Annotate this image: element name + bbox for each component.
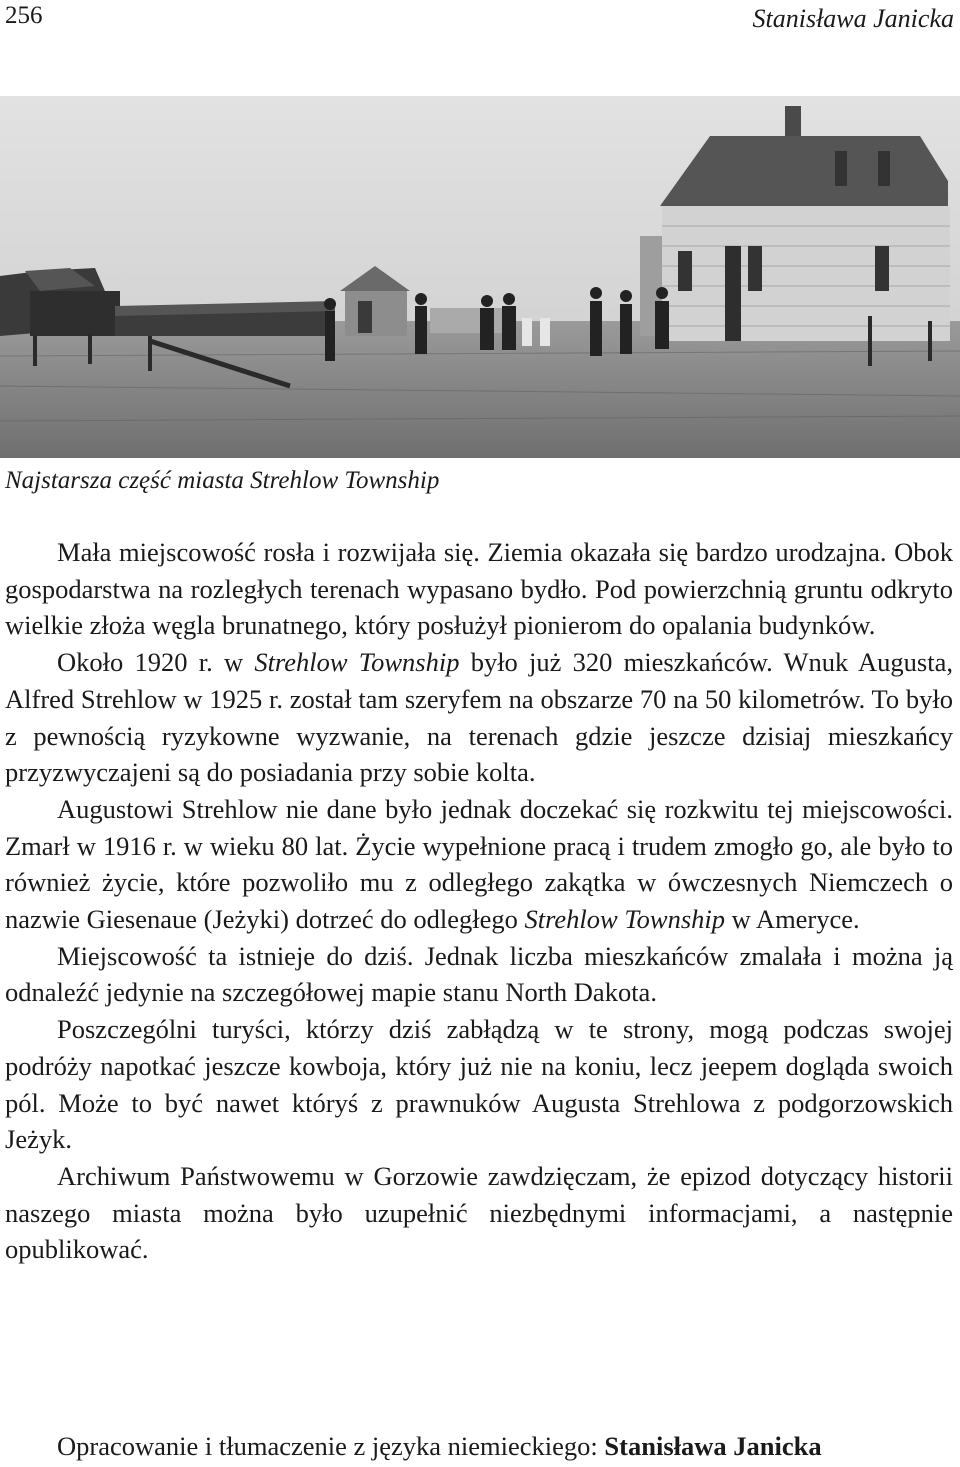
paragraph-1: Mała miejscowość rosła i rozwijała się. Ziemia okazała się bardzo urodzajna. Obok gospodarstwa na rozległych terenach wypasano bydło. Pod powierzchnią gruntu odkryto wielkie złoża węgla brunatnego, który posłużył pionierom do opalania budynków. — [5, 537, 953, 641]
credit-author: Stanisława Janicka — [604, 1431, 822, 1461]
paragraph-2-part-a: Około 1920 r. w — [57, 647, 255, 678]
running-head-author: Stanisława Janicka — [752, 4, 954, 33]
figure-caption: Najstarsza część miasta Strehlow Township — [5, 467, 440, 494]
article-body — [5, 534, 953, 1268]
credit-label: Opracowanie i tłumaczenie z języka niemieckiego: — [57, 1431, 605, 1461]
place-name-italic: Strehlow Township — [524, 904, 725, 935]
paragraph-2 — [5, 644, 953, 791]
page-number: 256 — [5, 2, 43, 29]
page-header — [0, 0, 960, 40]
paragraph-2-part-c: było już 320 mieszkańców. Wnuk Augusta, Alfred Strehlow w 1925 r. został tam szeryfem na obszarze 70 na 50 kilometrów. To było z pewnością ryzykowne wyzwanie, na terenach gdzie jeszcze dzisiaj mieszkańcy przyzwyczajeni są do posiadania przy sobie kolta. — [5, 647, 953, 788]
paragraph-3 — [5, 791, 953, 938]
paragraph-6: Archiwum Państwowemu w Gorzowie zawdzięczam, że epizod dotyczący historii naszego miasta można było uzupełnić niezbędnymi informacjami, a następnie opublikować. — [5, 1160, 953, 1265]
paragraph-4: Miejscowość ta istnieje do dziś. Jednak liczba mieszkańców zmalała i można ją odnaleźć jedynie na szczegółowej mapie stanu North Dakota. — [5, 940, 953, 1008]
translation-credit — [5, 1428, 955, 1464]
paragraph-3-part-a: Augustowi Strehlow nie dane było jednak doczekać się rozkwitu tej miejscowości. Zmarł w 1916 r. w wieku 80 lat. Życie wypełnione pracą i trudem zmogło go, ale było to również życie, które pozwoliło mu z odległego zakątka w ówczesnych Niemczech o nazwie Giesenaue (Jeżyki) dotrzeć do odległego — [5, 793, 953, 935]
paragraph-3-part-c: w Ameryce. — [725, 904, 860, 935]
paragraph-5: Poszczególni turyści, którzy dziś zabłądzą w te strony, mogą podczas swojej podróży napotkać jeszcze kowboja, który już nie na koniu, lecz jeepem dogląda swoich pól. Może to być nawet któryś z prawnuków Augusta Strehlowa z podgorzowskich Jeżyk. — [5, 1014, 953, 1155]
historical-photo — [0, 96, 960, 458]
place-name-italic: Strehlow Township — [254, 647, 460, 678]
photo-illustration — [0, 96, 960, 458]
